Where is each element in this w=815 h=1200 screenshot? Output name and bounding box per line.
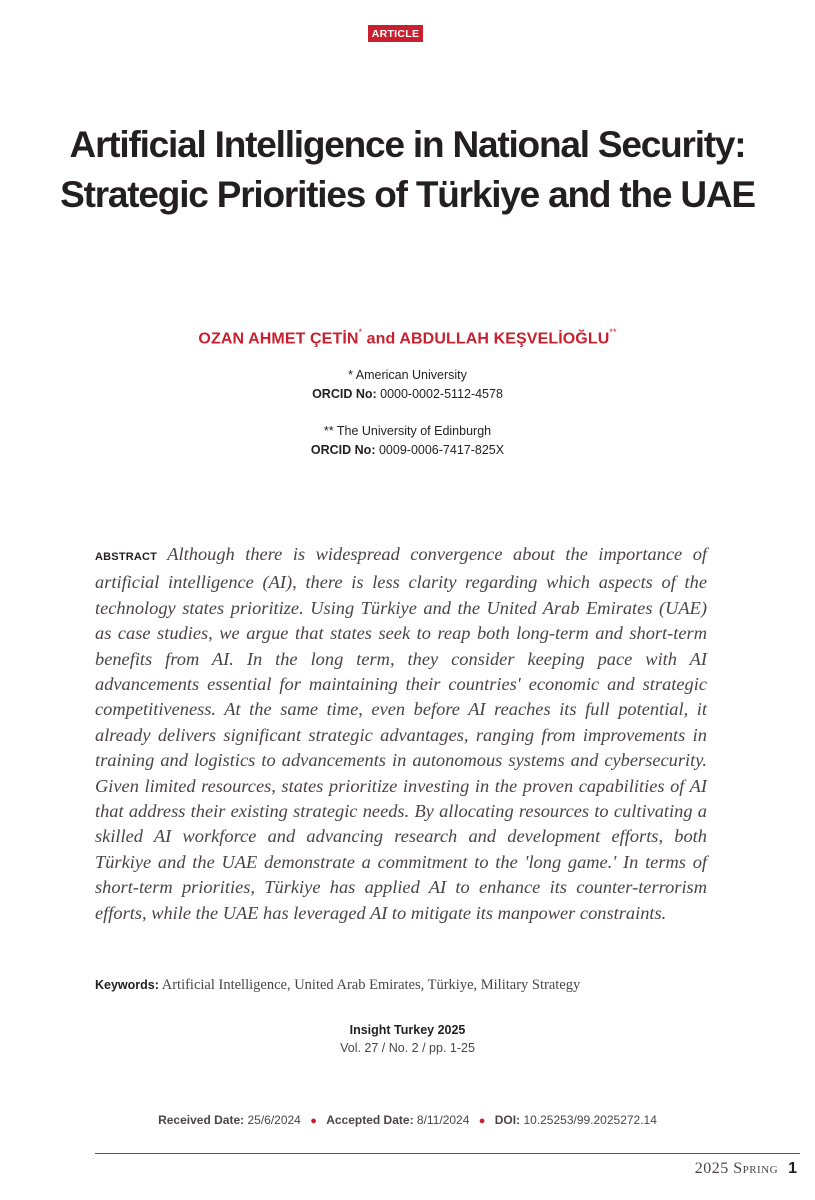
article-dates — [60, 1113, 755, 1127]
journal-info — [60, 1021, 755, 1057]
affiliation-institution: ** The University of Edinburgh — [323, 424, 492, 438]
footer-divider — [95, 1153, 800, 1154]
received-label: Received Date: — [158, 1113, 245, 1127]
bullet-icon: ● — [310, 1115, 317, 1127]
author-name: OZAN AHMET ÇETİN — [198, 330, 359, 348]
keywords-text: Artificial Intelligence, United Arab Emirates, Türkiye, Military Strategy — [161, 977, 581, 993]
article-badge: ARTICLE — [368, 25, 423, 42]
accepted-date: 8/11/2024 — [416, 1113, 470, 1127]
doi-value[interactable]: 10.25253/99.2025272.14 — [523, 1113, 657, 1127]
orcid-number: 0009-0006-7417-825X — [378, 443, 505, 457]
orcid-label: ORCID No: — [312, 387, 377, 401]
affiliation-2 — [60, 422, 755, 460]
orcid-line — [60, 441, 755, 460]
doi-label: DOI: — [494, 1113, 521, 1127]
affiliation-institution: * American University — [348, 368, 467, 382]
orcid-line — [60, 385, 755, 404]
abstract-heading: ABSTRACT — [95, 551, 158, 563]
author-conjunction: and — [366, 330, 396, 348]
journal-name: Insight Turkey 2025 — [349, 1023, 466, 1037]
abstract-text: Although there is widespread convergence about the importance of artificial intelligence (AI), there is less clarity regarding which aspects of the technology states prioritize. Using Türkiye and the United Arab Emirates (UAE) as case studies, we argue that states seek to reap both long-term and short-term benefits from AI. In the long term, they consider keeping pace with AI advancements essential for maintaining their countries' economic and strategic competitiveness. At the same time, even before AI reaches its full potential, it already delivers significant strategic advantages, ranging from improvements in training and logistics to advancements in autonomous systems and cybersecurity. Given limited resources, states prioritize investing in the proven capabilities of AI that address their existing strategic needs. By allocating resources to cultivating a skilled AI workforce and advancing research and development efforts, both Türkiye and the UAE demonstrate a commitment to the 'long game.' In terms of short-term priorities, Türkiye has applied AI to enhance its counter-terrorism efforts, while the UAE has leveraged AI to mitigate its manpower constraints. — [95, 544, 707, 923]
orcid-number: 0000-0002-5112-4578 — [380, 387, 503, 401]
journal-volume: Vol. 27 / No. 2 / pp. 1-25 — [340, 1041, 475, 1055]
author-name: ABDULLAH KEŞVELİOĞLU — [399, 330, 610, 348]
page-footer — [695, 1160, 797, 1178]
page-number: 1 — [788, 1160, 797, 1177]
received-date: 25/6/2024 — [247, 1113, 301, 1127]
abstract — [95, 542, 707, 926]
accepted-label: Accepted Date: — [326, 1113, 414, 1127]
affiliation-1 — [60, 366, 755, 404]
issue-season: 2025 Spring — [694, 1160, 779, 1177]
orcid-label: ORCID No: — [310, 443, 376, 457]
bullet-icon: ● — [478, 1115, 486, 1127]
author-footnote-mark: * — [358, 327, 363, 337]
article-title: Artificial Intelligence in National Security: Strategic Priorities of Türkiye and the UAE — [60, 124, 755, 215]
author-line — [60, 329, 755, 348]
author-footnote-mark: ** — [609, 327, 617, 337]
keywords-label: Keywords: — [95, 978, 159, 992]
keywords — [95, 977, 715, 994]
